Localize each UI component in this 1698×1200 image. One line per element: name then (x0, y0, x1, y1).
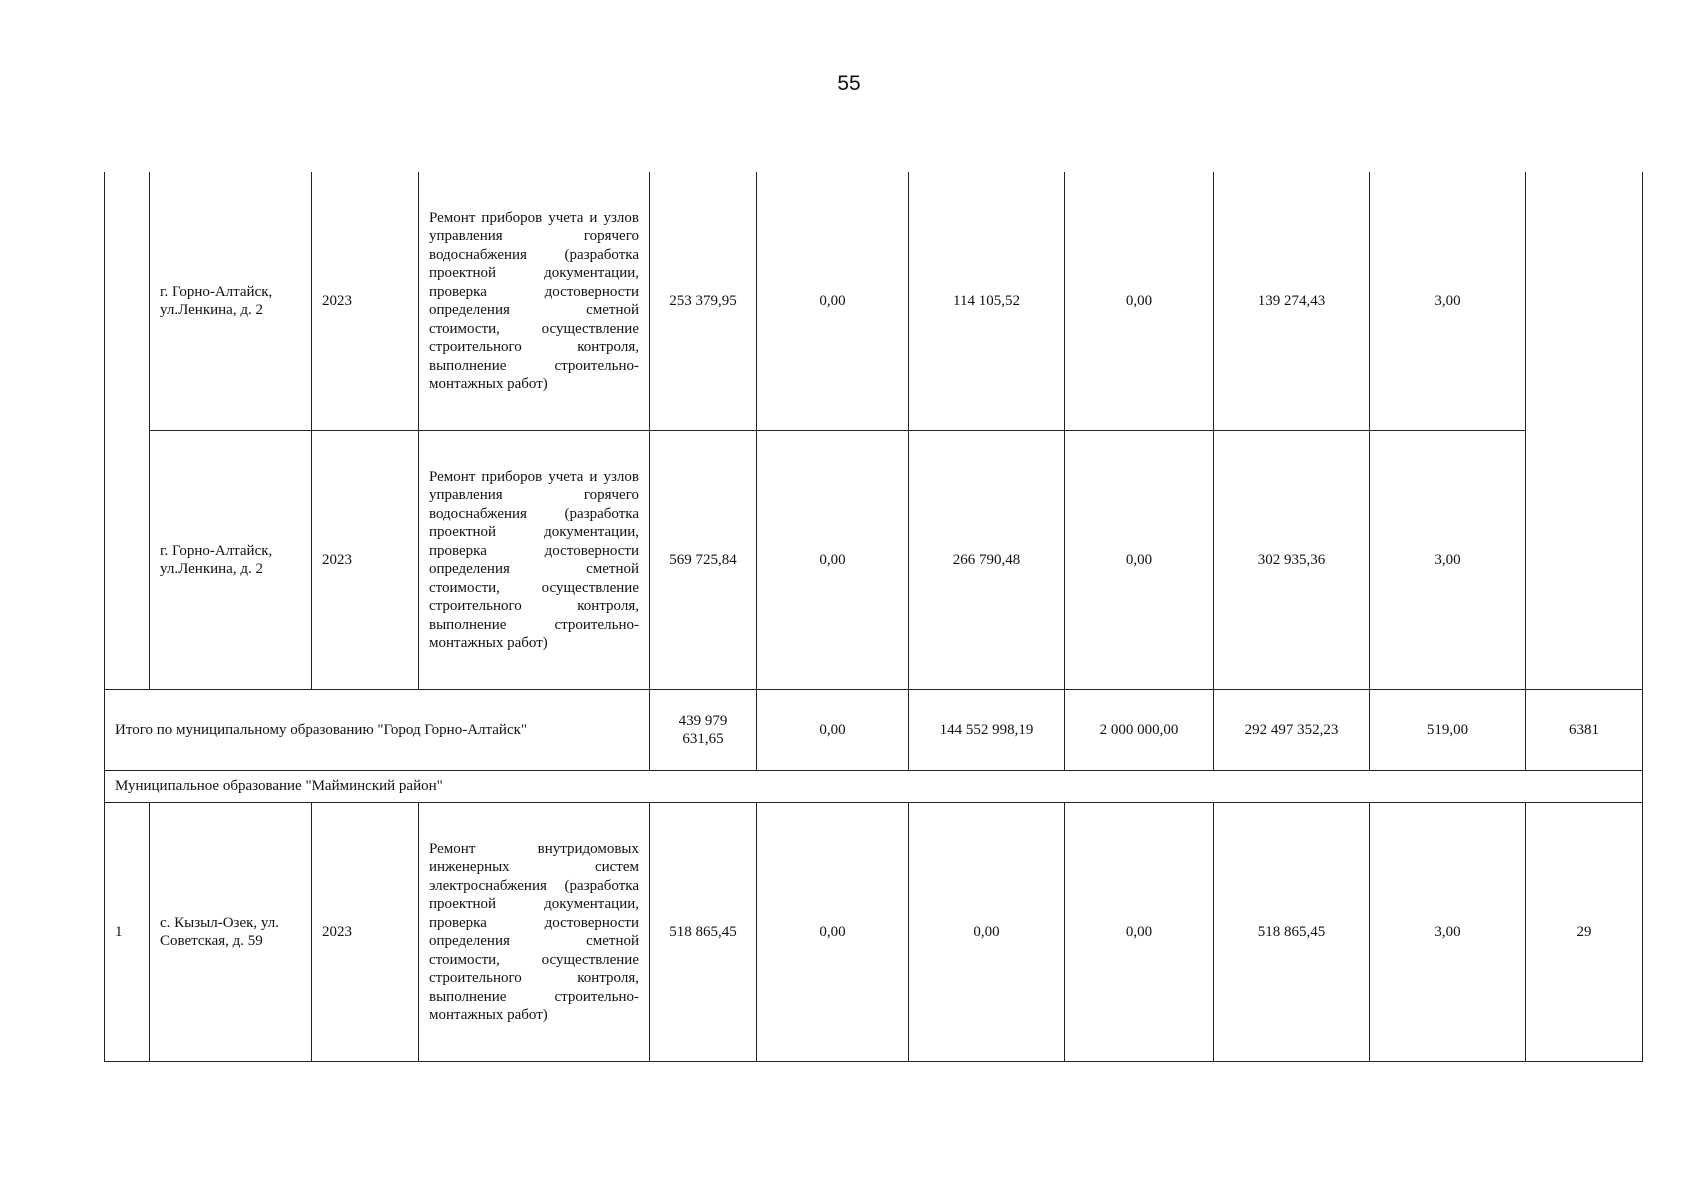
table-row (105, 803, 1643, 1062)
value-cell: 0,00 (757, 690, 909, 771)
year-cell: 2023 (312, 172, 419, 431)
row-number-cell (105, 172, 150, 690)
total-cost-cell: 569 725,84 (650, 431, 757, 690)
year-cell: 2023 (312, 803, 419, 1062)
value-cell: 139 274,43 (1214, 172, 1370, 431)
value-cell: 3,00 (1370, 172, 1526, 431)
value-cell: 29 (1526, 803, 1643, 1062)
address-cell: г. Горно-Алтайск, ул.Ленкина, д. 2 (150, 172, 312, 431)
work-description-cell: Ремонт приборов учета и узлов управления горячего водоснабжения (разработка проектной документации, проверка достоверности определения сметной стоимости, осуществление строительного контроля, выполнение строительно-монтажных работ) (419, 172, 650, 431)
value-cell: 302 935,36 (1214, 431, 1370, 690)
total-cost-cell: 439 979 631,65 (650, 690, 757, 771)
work-description-cell: Ремонт приборов учета и узлов управления горячего водоснабжения (разработка проектной документации, проверка достоверности определения сметной стоимости, осуществление строительного контроля, выполнение строительно-монтажных работ) (419, 431, 650, 690)
value-cell: 0,00 (1065, 172, 1214, 431)
value-cell (1526, 172, 1643, 690)
year-cell: 2023 (312, 431, 419, 690)
total-cost-cell: 518 865,45 (650, 803, 757, 1062)
section-header-row (105, 771, 1643, 803)
value-cell: 144 552 998,19 (909, 690, 1065, 771)
page-number: 55 (837, 72, 861, 95)
table-row (105, 172, 1643, 431)
capital-repair-table (104, 172, 1643, 1062)
value-cell: 3,00 (1370, 431, 1526, 690)
total-label: Итого по муниципальному образованию "Город Горно-Алтайск" (105, 690, 650, 771)
total-cost-cell: 253 379,95 (650, 172, 757, 431)
value-cell: 2 000 000,00 (1065, 690, 1214, 771)
value-cell: 0,00 (1065, 431, 1214, 690)
value-cell: 0,00 (909, 803, 1065, 1062)
row-number-cell: 1 (105, 803, 150, 1062)
value-cell: 114 105,52 (909, 172, 1065, 431)
value-cell: 0,00 (757, 803, 909, 1062)
value-cell: 0,00 (1065, 803, 1214, 1062)
total-row (105, 690, 1643, 771)
work-description-cell: Ремонт внутридомовых инженерных систем электроснабжения (разработка проектной документации, проверка достоверности определения сметной стоимости, осуществление строительного контроля, выполнение строительно-монтажных работ) (419, 803, 650, 1062)
table-row (105, 431, 1643, 690)
value-cell: 519,00 (1370, 690, 1526, 771)
section-header: Муниципальное образование "Майминский район" (105, 771, 1643, 803)
address-cell: г. Горно-Алтайск, ул.Ленкина, д. 2 (150, 431, 312, 690)
value-cell: 292 497 352,23 (1214, 690, 1370, 771)
value-cell: 518 865,45 (1214, 803, 1370, 1062)
value-cell: 0,00 (757, 431, 909, 690)
value-cell: 3,00 (1370, 803, 1526, 1062)
value-cell: 266 790,48 (909, 431, 1065, 690)
address-cell: с. Кызыл-Озек, ул. Советская, д. 59 (150, 803, 312, 1062)
value-cell: 6381 (1526, 690, 1643, 771)
value-cell: 0,00 (757, 172, 909, 431)
